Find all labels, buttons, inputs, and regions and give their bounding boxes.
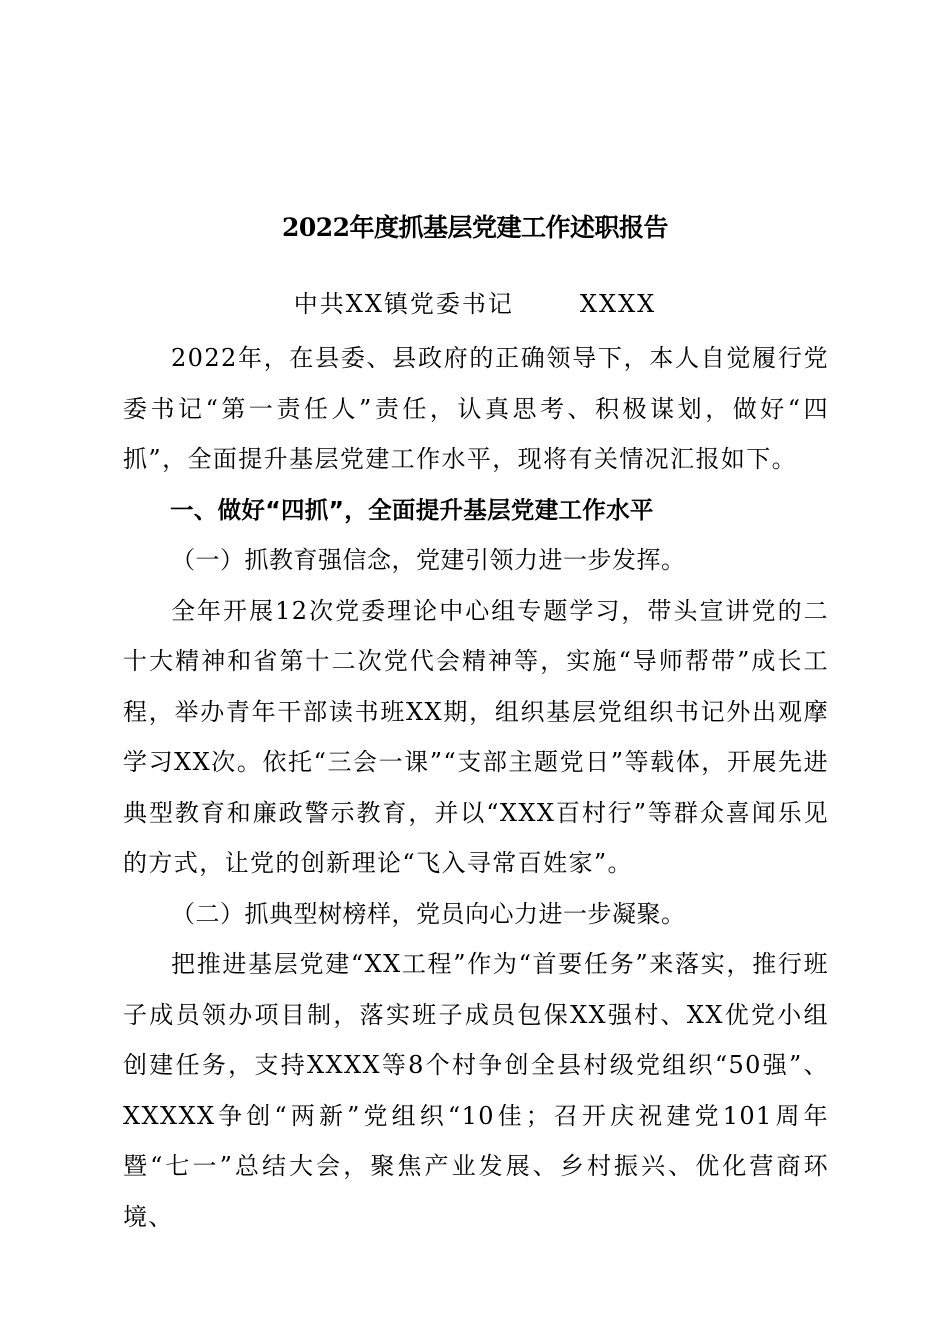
body-paragraph-2: 把推进基层党建“XX工程”作为“首要任务”来落实，推行班子成员领办项目制，落实班子成员包保XX强村、XX优党小组创建任务，支持XXXX等8个村争创全县村级党组织“50强”、XXXXX争创“两新”党组织“10佳；召开庆祝建党101周年暨“七一”总结大会，聚焦产业发展、乡村振兴、优化营商环境、 <box>123 950 829 1231</box>
author-name: XXXX <box>579 290 657 318</box>
document-title: 2022年度抓基层党建工作述职报告 <box>281 213 669 242</box>
section-heading-1: 一、做好“四抓”，全面提升基层党建工作水平 <box>170 495 654 524</box>
document-body <box>123 333 829 1242</box>
subsection-heading-2: （二）抓典型树榜样，党员向心力进一步凝聚。 <box>171 899 686 928</box>
subsection-heading-1: （一）抓教育强信念，党建引领力进一步发挥。 <box>171 546 686 574</box>
author-org: 中共XX镇党委书记 <box>293 290 514 318</box>
intro-paragraph: 2022年，在县委、县政府的正确领导下，本人自觉履行党委书记“第一责任人”责任，认真思考、积极谋划，做好“四抓”，全面提升基层党建工作水平，现将有关情况汇报如下。 <box>123 344 829 473</box>
author-line <box>0 284 950 324</box>
body-paragraph-1: 全年开展12次党委理论中心组专题学习，带头宣讲党的二十大精神和省第十二次党代会精神等，实施“导师帮带”成长工程，举办青年干部读书班XX期，组织基层党组织书记外出观摩学习XX次。依托“三会一课”“支部主题党日”等载体，开展先进典型教育和廉政警示教育，并以“XXX百村行”等群众喜闻乐见的方式，让党的创新理论“飞入寻常百姓家”。 <box>123 596 829 877</box>
